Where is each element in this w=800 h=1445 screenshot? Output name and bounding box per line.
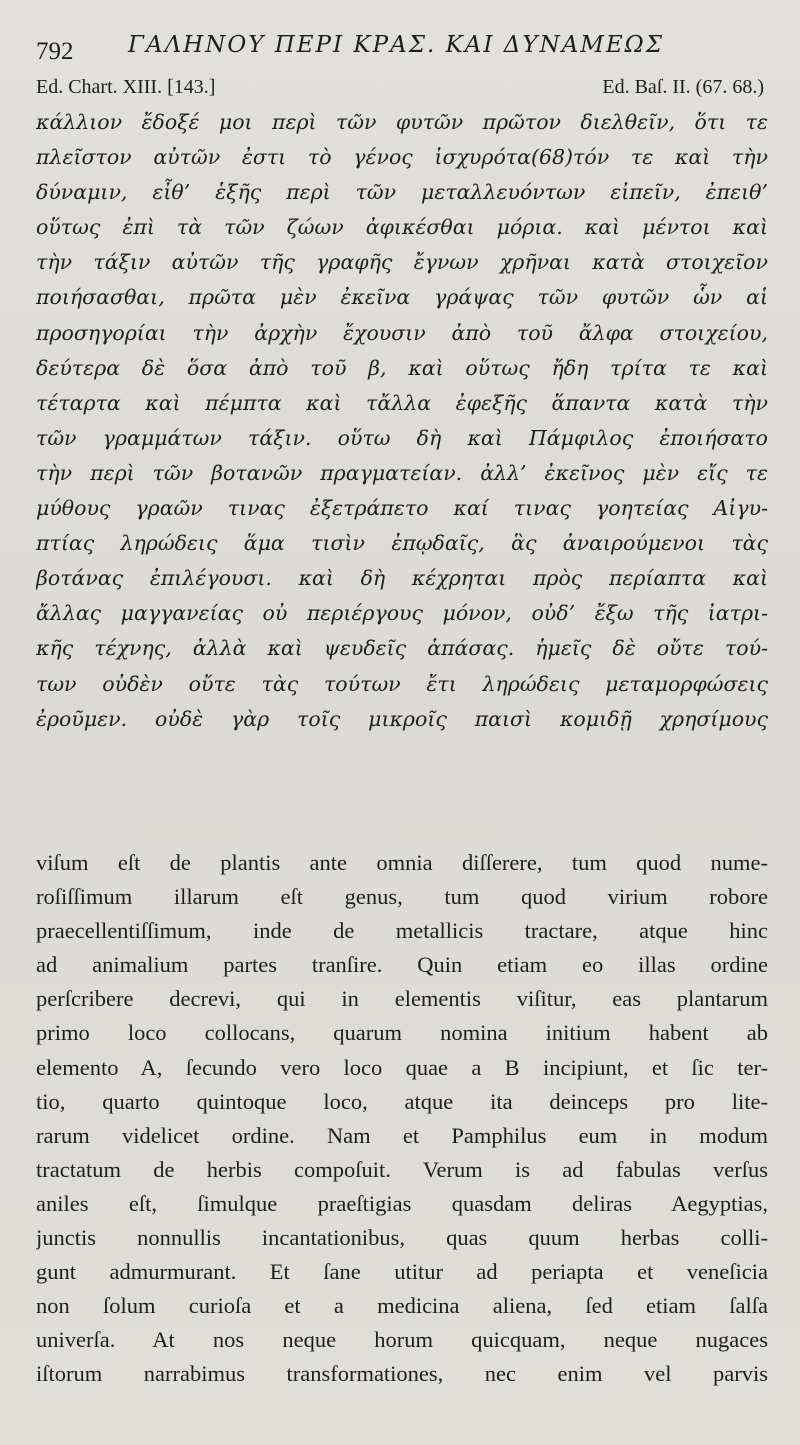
edition-chartier: Ed. Chart. XIII. [143.] [36, 76, 216, 98]
latin-text-block [36, 846, 768, 1392]
latin-text-line: univerſa. At nos neque horum quicquam, neque nugaces [36, 1327, 768, 1353]
latin-text-line: junctis nonnullis incantationibus, quas quum herbas colli- [36, 1225, 768, 1251]
greek-text-line: ἄλλας μαγγανείας οὐ περιέργους μόνον, οὐδ’ ἔξω τῆς ἰατρι- [36, 601, 768, 626]
greek-text-line: δύναμιν, εἶθ’ ἑξῆς περὶ τῶν μεταλλευόντων εἰπεῖν, ἐπειθ’ [36, 180, 768, 205]
greek-text-line: τέταρτα καὶ πέμπτα καὶ τἄλλα ἐφεξῆς ἅπαντα κατὰ τὴν [36, 390, 768, 415]
greek-text-line: ποιήσασθαι, πρῶτα μὲν ἐκεῖνα γράψας τῶν φυτῶν ὧν αἱ [36, 285, 768, 310]
latin-text-line: primo loco collocans, quarum nomina initium habent ab [36, 1020, 768, 1046]
greek-text-line: προσηγορίαι τὴν ἀρχὴν ἔχουσιν ἀπὸ τοῦ ἄλφα στοιχείου, [36, 320, 768, 345]
latin-text-line: aniles eſt, ſimulque praeſtigias quasdam deliras Aegyptias, [36, 1190, 768, 1216]
latin-text-line: praecellentiſſimum, inde de metallicis tractare, atque hinc [36, 918, 768, 944]
greek-text-line: κάλλιον ἔδοξέ μοι περὶ τῶν φυτῶν πρῶτον διελθεῖν, ὅτι τε [36, 110, 768, 134]
greek-text-line: οὕτως ἐπὶ τὰ τῶν ζώων ἀφικέσθαι μόρια. καὶ μέντοι καὶ [36, 215, 768, 240]
greek-text-line: πλεῖστον αὐτῶν ἐστι τὸ γένος ἰσχυρότα(68)τόν τε καὶ τὴν [36, 145, 768, 170]
greek-text-line: μύθους γραῶν τινας ἐξετράπετο καί τινας γοητείας Αἰγυ- [36, 496, 768, 521]
greek-text-line: κῆς τέχνης, ἀλλὰ καὶ ψευδεῖς ἁπάσας. ἡμεῖς δὲ οὔτε τού- [36, 636, 768, 661]
header-title: ΓΑΛΗΝΟΥ ΠΕΡΙ ΚΡΑΣ. ΚΑΙ ΔΥΝΑΜΕΩΣ [128, 32, 664, 58]
page-number: 792 [36, 38, 74, 65]
latin-text-line: roſiſſimum illarum eſt genus, tum quod virium robore [36, 884, 768, 910]
latin-text-line: ad animalium partes tranſire. Quin etiam eo illas ordine [36, 952, 768, 978]
edition-references [36, 76, 768, 102]
latin-text-line: rarum videlicet ordine. Nam et Pamphilus eum in modum [36, 1122, 768, 1148]
latin-text-line: elemento A, ſecundo vero loco quae a B incipiunt, et ſic ter- [36, 1054, 768, 1080]
greek-text-line: ἐροῦμεν. οὐδὲ γὰρ τοῖς μικροῖς παισὶ κομιδῇ χρησίμους [36, 706, 768, 731]
latin-text-line: viſum eſt de plantis ante omnia diſſerere, tum quod nume- [36, 850, 768, 875]
latin-text-line: perſcribere decrevi, qui in elementis viſitur, eas plantarum [36, 986, 768, 1012]
greek-text-line: βοτάνας ἐπιλέγουσι. καὶ δὴ κέχρηται πρὸς περίαπτα καὶ [36, 566, 768, 591]
greek-text-block [36, 105, 768, 737]
running-head [36, 30, 768, 66]
greek-text-line: πτίας ληρώδεις ἅμα τισὶν ἐπῳδαῖς, ἃς ἀναιρούμενοι τὰς [36, 531, 768, 556]
latin-text-line: iſtorum narrabimus transformationes, nec enim vel parvis [36, 1361, 768, 1387]
latin-text-line: tractatum de herbis compoſuit. Verum is ad fabulas verſus [36, 1156, 768, 1182]
edition-basel: Ed. Baſ. II. (67. 68.) [602, 76, 764, 98]
greek-text-line: τὴν περὶ τῶν βοτανῶν πραγματείαν. ἀλλ’ ἐκεῖνος μὲν εἴς τε [36, 460, 768, 485]
greek-text-line: τῶν γραμμάτων τάξιν. οὕτω δὴ καὶ Πάμφιλος ἐποιήσατο [36, 425, 768, 450]
greek-text-line: δεύτερα δὲ ὅσα ἀπὸ τοῦ β, καὶ οὕτως ἤδη τρίτα τε καὶ [36, 355, 768, 380]
greek-text-line: τὴν τάξιν αὐτῶν τῆς γραφῆς ἔγνων χρῆναι κατὰ στοιχεῖον [36, 250, 768, 275]
latin-text-line: tio, quarto quintoque loco, atque ita deinceps pro lite- [36, 1088, 768, 1114]
show-through-bleed [36, 778, 768, 838]
greek-text-line: των οὐδὲν οὔτε τὰς τούτων ἔτι ληρώδεις μεταμορφώσεις [36, 671, 768, 696]
latin-text-line: gunt admurmurant. Et ſane utitur ad periapta et veneſicia [36, 1259, 768, 1285]
latin-text-line: non ſolum curioſa et a medicina aliena, ſed etiam ſalſa [36, 1293, 768, 1319]
